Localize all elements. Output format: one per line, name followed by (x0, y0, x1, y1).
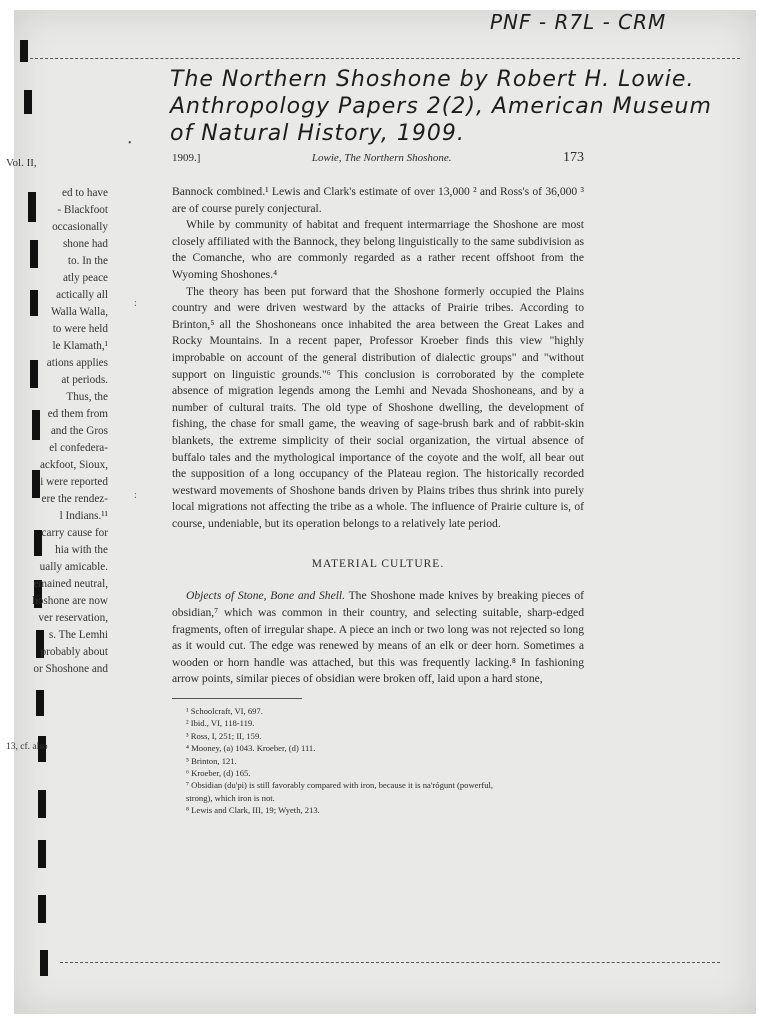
section-lead: Objects of Stone, Bone and Shell. (186, 589, 346, 603)
margin-mark: : (134, 298, 137, 309)
left-page-line: ed them from (47, 408, 108, 420)
left-page-line: Walla Walla, (50, 306, 108, 318)
binding-bar (38, 840, 46, 868)
left-page-line: ations applies (46, 357, 108, 369)
margin-mark: • (128, 138, 132, 149)
handwritten-citation (170, 66, 712, 147)
left-page-line: ackfoot, Sioux, (39, 459, 108, 471)
footnote: ³ Ross, I, 251; II, 159. (186, 730, 262, 741)
citation-line: Anthropology Papers 2(2), American Museum (170, 94, 712, 119)
header-year: 1909.] (172, 152, 201, 164)
left-page-line: Thus, the (66, 391, 108, 403)
left-page-line: l Indians.¹¹ (59, 510, 108, 522)
left-page-line: - Blackfoot (57, 204, 108, 216)
left-page-line: probably about (40, 646, 108, 658)
paragraph: While by community of habitat and frequent intermarriage the Shoshone are most closely affiliated with the Bannock, they belong linguistically to the same subdivision as the Comanche, who are commonly regarded as a rather recent offshoot from the Wyoming Shoshones.⁴ (172, 218, 584, 281)
left-page-line: to. In the (67, 255, 108, 267)
left-page-line: or Shoshone and (33, 663, 108, 675)
binding-bar (40, 950, 48, 976)
left-page-line: ually amicable. (39, 561, 108, 573)
top-dashed-rule (20, 58, 740, 59)
left-page-line: ed to have (62, 187, 108, 199)
footnote: strong), which iron is not. (186, 792, 275, 803)
left-page-line: and the Gros (50, 425, 108, 437)
left-page-line: at periods. (61, 374, 108, 386)
binding-bar (38, 790, 46, 818)
body-text (172, 184, 584, 532)
left-page-line: shone had (62, 238, 108, 250)
binding-bar (38, 895, 46, 923)
left-page-line: occasionally (52, 221, 108, 233)
footnote: ² Ibid., VI, 118-119. (186, 718, 255, 729)
footnote: ⁸ Lewis and Clark, III, 19; Wyeth, 213. (186, 805, 320, 816)
binding-bar (36, 690, 44, 716)
left-page-line: hoshone are now (32, 595, 108, 607)
section-heading: MATERIAL CULTURE. (311, 558, 445, 571)
left-page-line: emained neutral, (33, 578, 108, 590)
page-number: 173 (562, 150, 584, 165)
left-page-line: el confedera- (49, 442, 108, 454)
citation-line: The Northern Shoshone by Robert H. Lowie. (170, 67, 695, 92)
left-page-line: ver reservation, (38, 612, 108, 624)
footnote-rule (172, 698, 302, 699)
left-page-line: atly peace (62, 272, 108, 284)
section-text: The Shoshone made knives by breaking pieces of obsidian,⁷ which was common in their country, and selecting suitable, sharp-edged fragments, often of irregular shape. A piece an inch or two long was not rejected so long as it would cut. The edge was renewed by means of an elk or deer horn. Sometimes a wooden or horn handle was attached, but this was frequently lacking.⁸ In fashioning arrow points, similar pieces of obsidian were broken off, laid upon a hard stone, (172, 589, 585, 686)
bottom-dashed-rule (60, 962, 720, 963)
left-page-line: s. The Lemhi (48, 629, 108, 641)
binding-bar (24, 90, 32, 114)
left-page-text (0, 185, 108, 678)
left-page-line: i were reported (40, 476, 108, 488)
running-title: Lowie, The Northern Shoshone. (311, 152, 452, 164)
left-page-line: actically all (56, 289, 108, 301)
main-page (172, 150, 584, 817)
footnote: ⁴ Mooney, (a) 1043. Kroeber, (d) 111. (186, 743, 316, 754)
margin-mark: : (134, 490, 137, 501)
paragraph: Bannock combined.¹ Lewis and Clark's estimate of over 13,000 ² and Ross's of 36,000 ³ are of course purely conjectural. (172, 185, 584, 215)
paragraph: The theory has been put forward that the Shoshone formerly occupied the Plains country and were driven westward by the attacks of Prairie tribes. According to Brinton,⁵ all the Shoshoneans once inhabited the area between the Great Lakes and Rocky Mountains. In a recent paper, Professor Kroeber finds this view "highly improbable on account of the general distribution of dialectic groups" and "without support on linguistic grounds."⁶ This conclusion is corroborated by the complete absence of migration legends among the Lemhi and Nevada Shoshoneans, and by a number of cultural traits. The old type of Shoshone dwelling, the development of fishing, the chase for small game, the weaving of sage-brush bark and of rabbit-skin blankets, the extreme simplicity of their social organization, the virtual absence of buffalo tales and the mythological importance of the coyote and the wolf, all bear out the supposition of a long occupancy of the Plateau region. The historically recorded westward movements of Shoshone bands driven by Plains tribes thus shrink into purely local migrations not affecting the tribe as a whole. The influence of Prairie culture is, of course, undeniable, but its operation belongs to a relatively late period. (172, 284, 584, 530)
footnotes (172, 705, 584, 817)
footnote: ⁷ Obsidian (du'pi) is still favorably compared with iron, because it is na'rógunt (powerful, (186, 780, 494, 791)
left-page-line: to were held (52, 323, 108, 335)
citation-line: of Natural History, 1909. (170, 121, 465, 146)
left-page-volume: Vol. II, (6, 157, 37, 169)
left-page-footnote: 13, cf. also (6, 742, 48, 752)
section-paragraph (172, 588, 584, 688)
footnote: ⁵ Brinton, 121. (186, 755, 237, 766)
footnote: ¹ Schoolcraft, VI, 697. (186, 706, 263, 717)
handwritten-file-code: PNF - R7L - CRM (490, 10, 667, 34)
left-page-line: carry cause for (41, 527, 108, 539)
footnote: ⁶ Kroeber, (d) 165. (186, 768, 251, 779)
binding-bar (20, 40, 28, 62)
left-page-line: hia with the (55, 544, 108, 556)
left-page-line: le Klamath,¹ (52, 340, 108, 352)
page-header (172, 150, 584, 172)
left-page-line: ere the rendez- (41, 493, 108, 505)
